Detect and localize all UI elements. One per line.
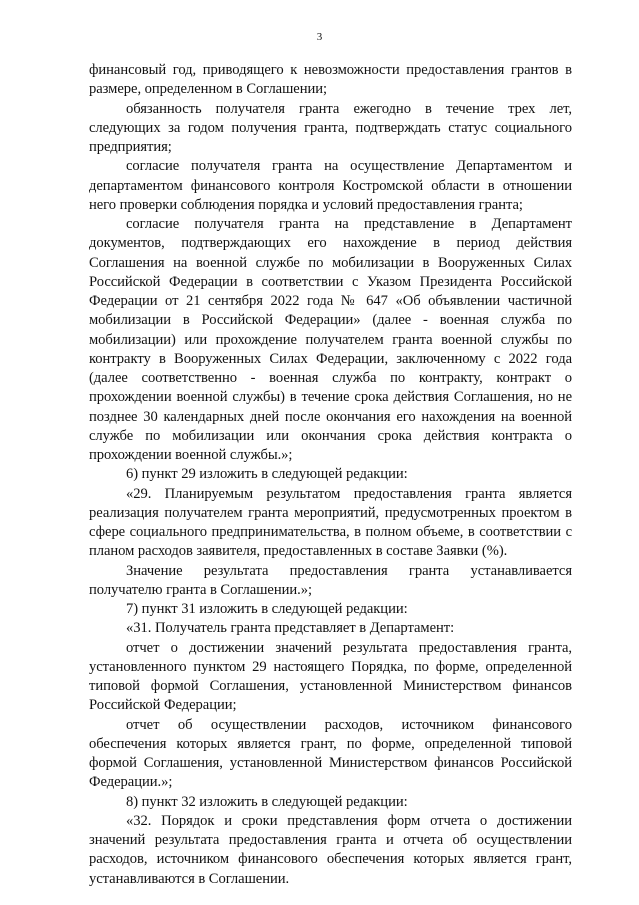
paragraph: согласие получателя гранта на представление в Департамент документов, подтверждающих его нахождение в период действия Соглашения на военной службе по мобилизации в Вооруженных Силах Российской Федерации в соответствии с Указом Президента Российской Федерации от 21 сентября 2022 года № 647 «Об объявлении частичной мобилизации в Российской Федерации» (далее - военная служба по мобилизации) или прохождение получателем гранта военной службы по контракту в Вооруженных Силах Федерации, заключенному с 2022 года (далее соответственно - военная служба по контракту, контракт о прохождении военной службы) в течение срока действия Соглашения, но не позднее 30 календарных дней после окончания его нахождения на военной службе по мобилизации или окончания срока действия контракта о прохождении военной службы.»; xyxy=(89,216,572,463)
paragraph: 8) пункт 32 изложить в следующей редакции: xyxy=(126,793,408,810)
paragraph: отчет об осуществлении расходов, источником финансового обеспечения которых является грант, по форме, определенной типовой формой Соглашения, установленной Министерством финансов Российской Федерации.»; xyxy=(89,716,572,791)
paragraph: согласие получателя гранта на осуществление Департаментом и департаментом финансового контроля Костромской области в отношении него проверки соблюдения порядка и условий предоставления гранта; xyxy=(89,158,572,213)
paragraph: финансовый год, приводящего к невозможности предоставления грантов в размере, определенном в Соглашении; xyxy=(89,62,572,98)
document-body xyxy=(89,61,572,889)
paragraph: Значение результата предоставления гранта устанавливается получателю гранта в Соглашении.»; xyxy=(89,562,572,598)
paragraph: «32. Порядок и сроки представления форм отчета о достижении значений результата предоставления гранта и отчета об осуществлении расходов, источником финансового обеспечения которых является грант, устанавливаются в Соглашении. xyxy=(89,812,572,887)
page-number: 3 xyxy=(316,31,323,43)
paragraph: 7) пункт 31 изложить в следующей редакции: xyxy=(126,601,408,617)
paragraph: «31. Получатель гранта представляет в Департамент: xyxy=(126,620,455,637)
paragraph: отчет о достижении значений результата предоставления гранта, установленного пунктом 29 настоящего Порядка, по форме, определенной типовой формой Соглашения, установленной Министерством финансов Российской Федерации; xyxy=(89,639,572,714)
paragraph: обязанность получателя гранта ежегодно в течение трех лет, следующих за годом получения гранта, подтверждать статус социального предприятия; xyxy=(89,100,572,155)
paragraph: 6) пункт 29 изложить в следующей редакции: xyxy=(126,466,408,483)
paragraph: «29. Планируемым результатом предоставления гранта является реализация получателем гранта мероприятий, предусмотренных проектом в сфере социального предпринимательства, в полном объеме, в соответствии с планом расходов заявителя, предоставленных в составе Заявки (%). xyxy=(89,485,572,560)
